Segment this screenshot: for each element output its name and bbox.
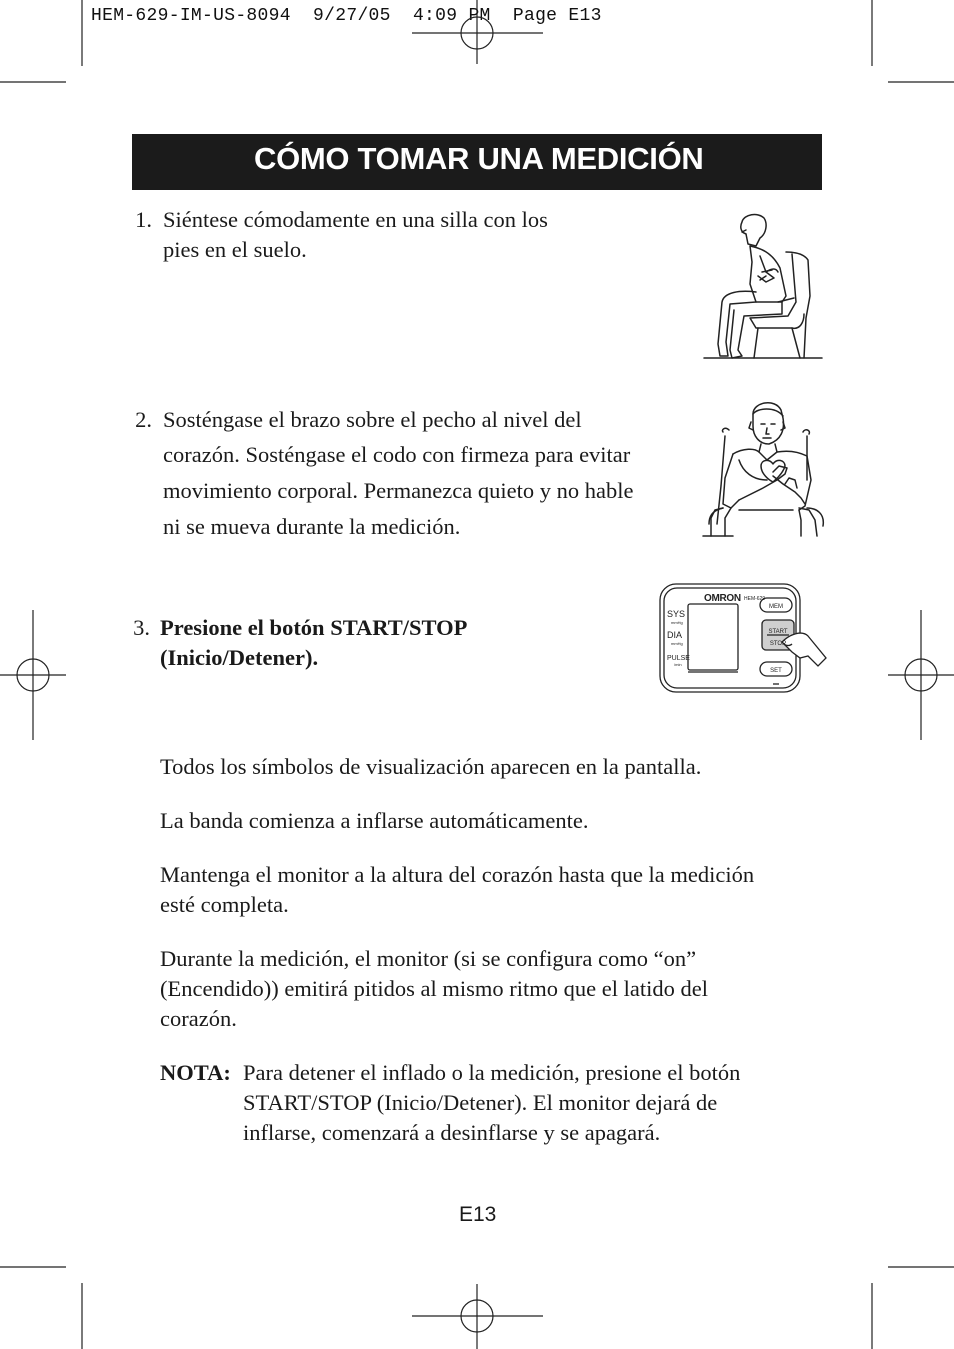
step-2-line-3: movimiento corporal. Permanezca quieto y no hable	[163, 478, 634, 503]
print-slug: HEM-629-IM-US-8094 9/27/05 4:09 PM Page E13	[91, 6, 602, 26]
step-1-number: 1.	[135, 207, 152, 232]
page-title: CÓMO TOMAR UNA MEDICIÓN	[254, 141, 704, 176]
note-label: NOTA:	[160, 1060, 231, 1085]
pulse-unit: /min	[674, 662, 682, 667]
note-line-1: Para detener el inflado o la medición, presione el botón	[243, 1060, 741, 1085]
start-stop-button-line-2: STOP	[769, 641, 787, 647]
dia-unit: mmHg	[671, 641, 683, 646]
sys-label: SYS	[667, 609, 686, 619]
seated-person-illustration	[700, 210, 824, 362]
monitor-model: HEM-629	[744, 596, 766, 602]
dia-label: DIA	[667, 630, 683, 640]
mem-button: MEM	[769, 604, 783, 610]
set-button: SET	[770, 668, 782, 674]
step-2-line-1: Sosténgase el brazo sobre el pecho al nivel del	[163, 407, 582, 432]
person-hand-on-chest-illustration	[703, 396, 827, 540]
pulse-label: PULSE	[667, 655, 690, 662]
paragraph-beep-line-1: Durante la medición, el monitor (si se configura como “on”	[160, 946, 697, 971]
note-line-3: inflarse, comenzará a desinflarse y se apagará.	[243, 1120, 661, 1145]
note-line-2: START/STOP (Inicio/Detener). El monitor dejará de	[243, 1090, 718, 1115]
start-stop-button-line-1: START	[768, 629, 788, 635]
paragraph-heart-level-line-2: esté completa.	[160, 892, 289, 917]
paragraph-cuff-inflates: La banda comienza a inflarse automáticamente.	[160, 808, 589, 833]
step-2-line-2: corazón. Sosténgase el codo con firmeza para evitar	[163, 442, 631, 467]
step-2-line-4: ni se mueva durante la medición.	[163, 514, 461, 539]
step-3-line-2: (Inicio/Detener).	[160, 645, 319, 670]
monitor-brand: OMRON	[704, 593, 741, 604]
paragraph-beep-line-3: corazón.	[160, 1006, 237, 1031]
step-3-number: 3.	[133, 615, 150, 640]
paragraph-beep-line-2: (Encendido)) emitirá pitidos al mismo ritmo que el latido del	[160, 976, 708, 1001]
title-banner	[132, 134, 822, 190]
sys-unit: mmHg	[671, 620, 683, 625]
paragraph-display-symbols: Todos los símbolos de visualización aparecen en la pantalla.	[160, 754, 702, 779]
step-2-number: 2.	[135, 407, 152, 432]
step-3-line-1: Presione el botón START/STOP	[160, 615, 468, 640]
step-1-line-2: pies en el suelo.	[163, 237, 307, 262]
step-1-line-1: Siéntese cómodamente en una silla con los	[163, 207, 548, 232]
page-number: E13	[459, 1203, 497, 1226]
blood-pressure-monitor-illustration	[658, 580, 826, 696]
paragraph-heart-level-line-1: Mantenga el monitor a la altura del corazón hasta que la medición	[160, 862, 755, 887]
